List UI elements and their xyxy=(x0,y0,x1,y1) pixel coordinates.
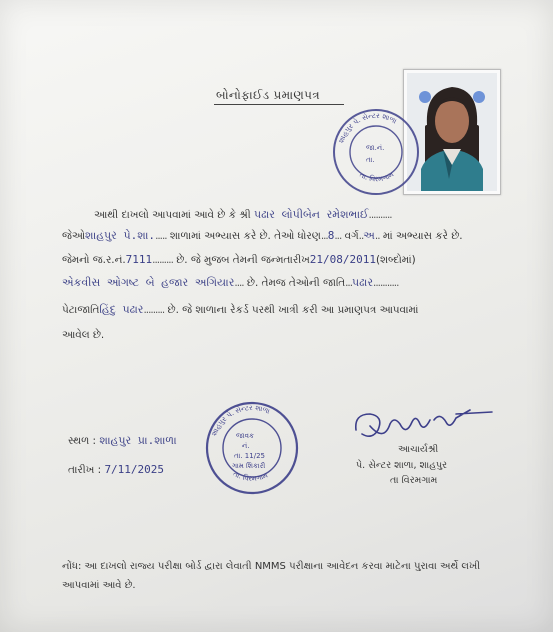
standard-value: 8 xyxy=(327,229,335,242)
date-value: 7/11/2025 xyxy=(104,463,165,476)
body-line-3: જેમનો જ.ર.નં.7111......... છે. જે મુજબ તેમની જન્મતારીખ21/08/2011(શબ્દોમાં) xyxy=(62,253,416,266)
school-name-value: શાહપુર પે.શા. xyxy=(85,229,156,242)
caste-value: પઢાર xyxy=(352,276,374,289)
division-value: અ xyxy=(363,229,375,242)
line5-prefix: પેટાજાતિ xyxy=(62,304,100,316)
register-number-value: 7111 xyxy=(125,253,153,266)
stamp-bottom-center-3: તા. 11/25 xyxy=(234,452,265,460)
line2-mid: શાળામાં અભ્યાસ કરે છે. તેઓ ધોરણ xyxy=(169,230,321,242)
stamp-bottom-center-1: જાવક xyxy=(236,432,254,440)
date-line xyxy=(68,463,164,477)
division-label: વર્ગ xyxy=(344,230,359,242)
subcaste-value: હિંદુ પઢાર xyxy=(99,303,144,316)
line5-suffix: છે. જે શાળાના રેકર્ડ પરથી ખાત્રી કરી આ પ્રમાણપત્ર આપવામાં xyxy=(167,304,419,316)
line2-prefix: જેઓ xyxy=(62,230,86,242)
school-stamp-bottom xyxy=(202,398,302,498)
note-line-2: આપવામાં આવે છે. xyxy=(62,580,136,591)
body-line-1: આથી દાખલો આપવામાં આવે છે કે શ્રી પઢાર લોપીબેન રમેશભાઈ.......... xyxy=(94,208,392,221)
principal-signature xyxy=(350,402,500,446)
title-underline xyxy=(214,104,344,105)
date-label: તારીખ : xyxy=(68,464,102,476)
body-line-4: એકવીસ ઓગષ્ટ બે હજાર અગિયાર.... છે. તેમજ તેઓની જાતિ...પઢાર........... xyxy=(62,276,399,289)
school-stamp-top xyxy=(330,106,422,198)
note-line-1: નોંધ: આ દાખલો રાજ્ય પરીક્ષા બોર્ડ દ્વારા લેવાતી NMMS પરીક્ષાના આવેદન કરવા માટેના પુરાવા અર્થે લખી xyxy=(62,561,481,572)
line3-suffix: (શબ્દોમાં) xyxy=(375,254,416,266)
stamp-top-center-2: તા. xyxy=(366,156,375,164)
birth-date-value: 21/08/2011 xyxy=(309,253,376,266)
line3-mid: છે. જે મુજબ તેમની જન્મતારીખ xyxy=(176,254,310,266)
stamp-bottom-ring-text: શાહપુર પે. સેન્ટર શાળા xyxy=(210,403,271,438)
line2-suffix: માં અભ્યાસ કરે છે. xyxy=(382,230,463,242)
stamp-bottom-center-4: ગામ શિકારી xyxy=(232,462,266,470)
principal-taluka: તા વિરમગામ xyxy=(390,475,438,486)
line4-mid: છે. તેમજ તેઓની જાતિ xyxy=(246,277,346,289)
body-line-6: આવેલ છે. xyxy=(62,329,105,341)
body-line-2: જેઓશાહપુર પે.શા...... શાળામાં અભ્યાસ કરે છે. તેઓ ધોરણ...8... વર્ગ..અ.. માં અભ્યાસ કરે છે. xyxy=(62,229,463,242)
principal-school: પે. સેન્ટર શાળા, શાહપુર xyxy=(356,460,448,471)
svg-text:તા. વિરમગામ xyxy=(358,170,395,183)
birth-date-words-value: એકવીસ ઓગષ્ટ બે હજાર અગિયાર xyxy=(62,276,235,289)
stamp-bottom-bottom-text: તા. વિરમગામ xyxy=(231,469,269,483)
body-line-5: પેટાજાતિહિંદુ પઢાર......... છે. જે શાળાના રેકર્ડ પરથી ખાત્રી કરી આ પ્રમાણપત્ર આપવામાં xyxy=(62,303,419,316)
stamp-top-center-1: જા.નં. xyxy=(366,144,385,152)
stamp-bottom-center-2: નં. xyxy=(242,442,250,450)
document-title: બોનોફાઈડ પ્રમાણપત્ર xyxy=(216,88,320,102)
svg-text:તા. વિરમગામ xyxy=(232,470,269,483)
principal-title: આચાર્યશ્રી xyxy=(398,444,439,455)
stamp-top-bottom-text: તા. વિરમગામ xyxy=(358,170,396,184)
stamp-top-ring-text: શાહપુર પે. સેન્ટર શાળા xyxy=(337,111,398,145)
place-label: સ્થળ : xyxy=(68,435,97,447)
place-line xyxy=(68,434,177,448)
line3-prefix: જેમનો જ.ર.નં. xyxy=(62,254,126,266)
line1-prefix: આથી દાખલો આપવામાં આવે છે કે શ્રી xyxy=(94,209,251,221)
student-name-value: પઢાર લોપીબેન રમેશભાઈ xyxy=(254,208,369,221)
place-value: શાહપુર પ્રા.શાળા xyxy=(99,434,177,447)
